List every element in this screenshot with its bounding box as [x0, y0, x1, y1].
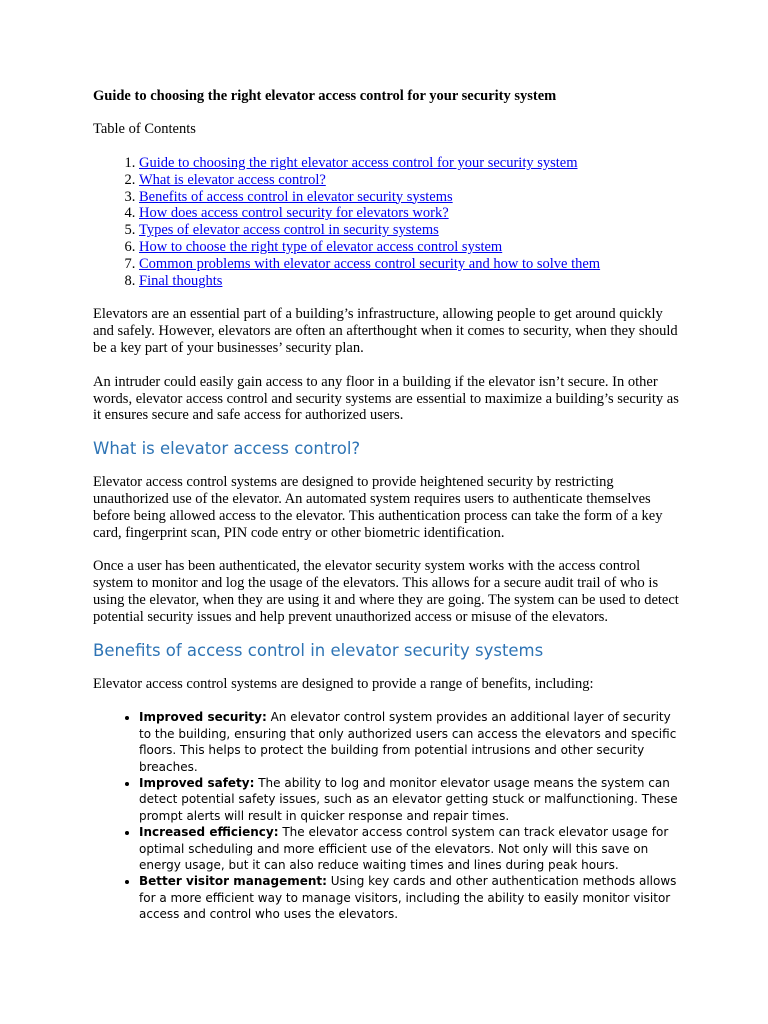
section2-intro: Elevator access control systems are designed to provide a range of benefits, including:	[93, 675, 594, 692]
toc-link-2[interactable]: What is elevator access control?	[139, 171, 326, 188]
benefit-text: An elevator control system provides an additional layer of security to the building, ensuring that only authorized users can access the elevators and specific floors. This helps to protect the building from potential intrusions and other security breaches.	[139, 710, 677, 774]
toc-item	[139, 239, 683, 256]
toc-item	[139, 205, 683, 222]
intro-paragraph-1: Elevators are an essential part of a building’s infrastructure, allowing people to get around quickly and safely. However, elevators are often an afterthought when it comes to security, when they should be a key part of your businesses’ security plan.	[93, 306, 678, 356]
benefit-item	[139, 824, 683, 873]
toc-item	[139, 256, 683, 273]
toc-item	[139, 155, 683, 172]
table-of-contents	[93, 155, 683, 289]
toc-link-7[interactable]: Common problems with elevator access control security and how to solve them	[139, 255, 601, 272]
section-heading-benefits: Benefits of access control in elevator security systems	[93, 640, 544, 660]
benefit-item	[139, 775, 683, 824]
toc-link-3[interactable]: Benefits of access control in elevator security systems	[139, 188, 453, 205]
section1-paragraph-2: Once a user has been authenticated, the elevator security system works with the access control system to monitor and log the usage of the elevators. This allows for a secure audit trail of who is using the elevator, when they are using it and where they are going. The system can be used to detect potential security issues and help prevent unauthorized access or misuse of the elevators.	[93, 558, 679, 625]
toc-item	[139, 189, 683, 206]
benefit-label: Improved safety:	[139, 775, 255, 790]
toc-item	[139, 222, 683, 239]
benefits-list	[93, 709, 683, 922]
document-title: Guide to choosing the right elevator access control for your security system	[93, 88, 557, 104]
document-body	[93, 88, 683, 923]
toc-heading: Table of Contents	[93, 121, 196, 137]
benefit-item	[139, 709, 683, 775]
benefit-text: The elevator access control system can track elevator usage for optimal scheduling and more efficient use of the elevators. Not only will this save on energy usage, but it can also reduce waiting times and lines during peak hours.	[139, 825, 669, 872]
benefit-text: The ability to log and monitor elevator usage means the system can detect potential safety issues, such as an elevator getting stuck or malfunctioning. These prompt alerts will result in quicker response and repair times.	[139, 775, 678, 823]
toc-item	[139, 273, 683, 290]
benefit-text: Using key cards and other authentication methods allows for a more efficient way to manage visitors, including the ability to easily monitor visitor access and control who uses the elevators.	[139, 874, 677, 922]
intro-paragraph-2: An intruder could easily gain access to any floor in a building if the elevator isn’t secure. In other words, elevator access control and security systems are essential to maximize a building’s security as it ensures secure and safe access for authorized users.	[93, 373, 679, 424]
toc-link-8[interactable]: Final thoughts	[139, 272, 223, 289]
toc-link-6[interactable]: How to choose the right type of elevator access control system	[139, 238, 503, 255]
benefit-label: Increased efficiency:	[139, 825, 279, 840]
benefit-item	[139, 873, 683, 922]
section-heading-what-is: What is elevator access control?	[93, 439, 361, 459]
benefit-label: Better visitor management:	[139, 874, 327, 889]
toc-item	[139, 172, 683, 189]
section1-paragraph-1: Elevator access control systems are designed to provide heightened security by restricting unauthorized use of the elevator. An automated system requires users to authenticate themselves before being allowed access to the elevator. This authentication process can take the form of a key card, fingerprint scan, PIN code entry or other biometric identification.	[93, 474, 663, 541]
benefit-label: Improved security:	[139, 710, 267, 725]
toc-link-4[interactable]: How does access control security for elevators work?	[139, 205, 449, 222]
toc-link-5[interactable]: Types of elevator access control in security systems	[139, 222, 439, 239]
toc-link-1[interactable]: Guide to choosing the right elevator access control for your security system	[139, 155, 578, 171]
